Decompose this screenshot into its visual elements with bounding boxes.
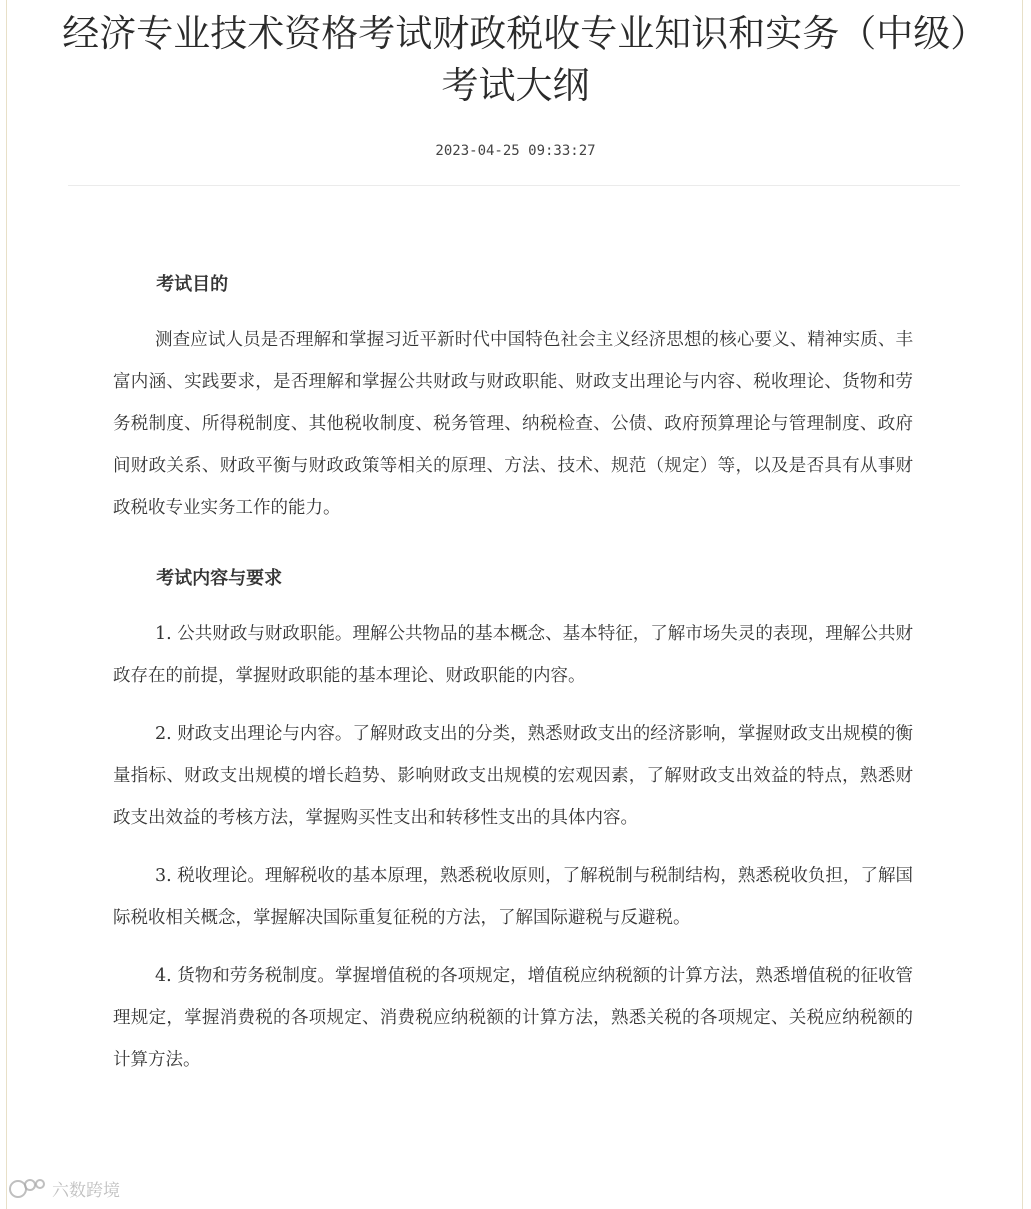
section-heading-content: 考试内容与要求 [156,568,283,589]
purpose-paragraph: 测查应试人员是否理解和掌握习近平新时代中国特色社会主义经济思想的核心要义、精神实质、丰富内涵、实践要求，是否理解和掌握公共财政与财政职能、财政支出理论与内容、税收理论、货物和劳务税制度、所得税制度、其他税收制度、税务管理、纳税检查、公债、政府预算理论与管理制度、政府间财政关系、财政平衡与财政政策等相关的原理、方法、技术、规范（规定）等，以及是否具有从事财政税收专业实务工作的能力。 [113,330,913,518]
content-item-3: 3. 税收理论。理解税收的基本原理，熟悉税收原则，了解税制与税制结构，熟悉税收负担，了解国际税收相关概念，掌握解决国际重复征税的方法，了解国际避税与反避税。 [113,866,913,928]
section-heading-purpose: 考试目的 [156,274,229,295]
divider [68,185,960,186]
watermark [8,1174,120,1202]
page-title: 经济专业技术资格考试财政税收专业知识和实务（中级）考试大纲 [62,12,969,107]
publish-timestamp: 2023-04-25 09:33:27 [435,143,596,159]
content-item-4: 4. 货物和劳务税制度。掌握增值税的各项规定，增值税应纳税额的计算方法，熟悉增值税的征收管理规定，掌握消费税的各项规定、消费税应纳税额的计算方法，熟悉关税的各项规定、关税应纳税额的计算方法。 [113,966,913,1070]
watermark-text: 六数跨境 [52,1180,120,1201]
article-body [113,265,913,1097]
content-item-1: 1. 公共财政与财政职能。理解公共物品的基本概念、基本特征，了解市场失灵的表现，理解公共财政存在的前提，掌握财政职能的基本理论、财政职能的内容。 [113,624,913,686]
content-item-2: 2. 财政支出理论与内容。了解财政支出的分类，熟悉财政支出的经济影响，掌握财政支出规模的衡量指标、财政支出规模的增长趋势、影响财政支出规模的宏观因素，了解财政支出效益的特点，熟悉财政支出效益的考核方法，掌握购买性支出和转移性支出的具体内容。 [113,724,913,828]
logo-icon [8,1176,48,1200]
